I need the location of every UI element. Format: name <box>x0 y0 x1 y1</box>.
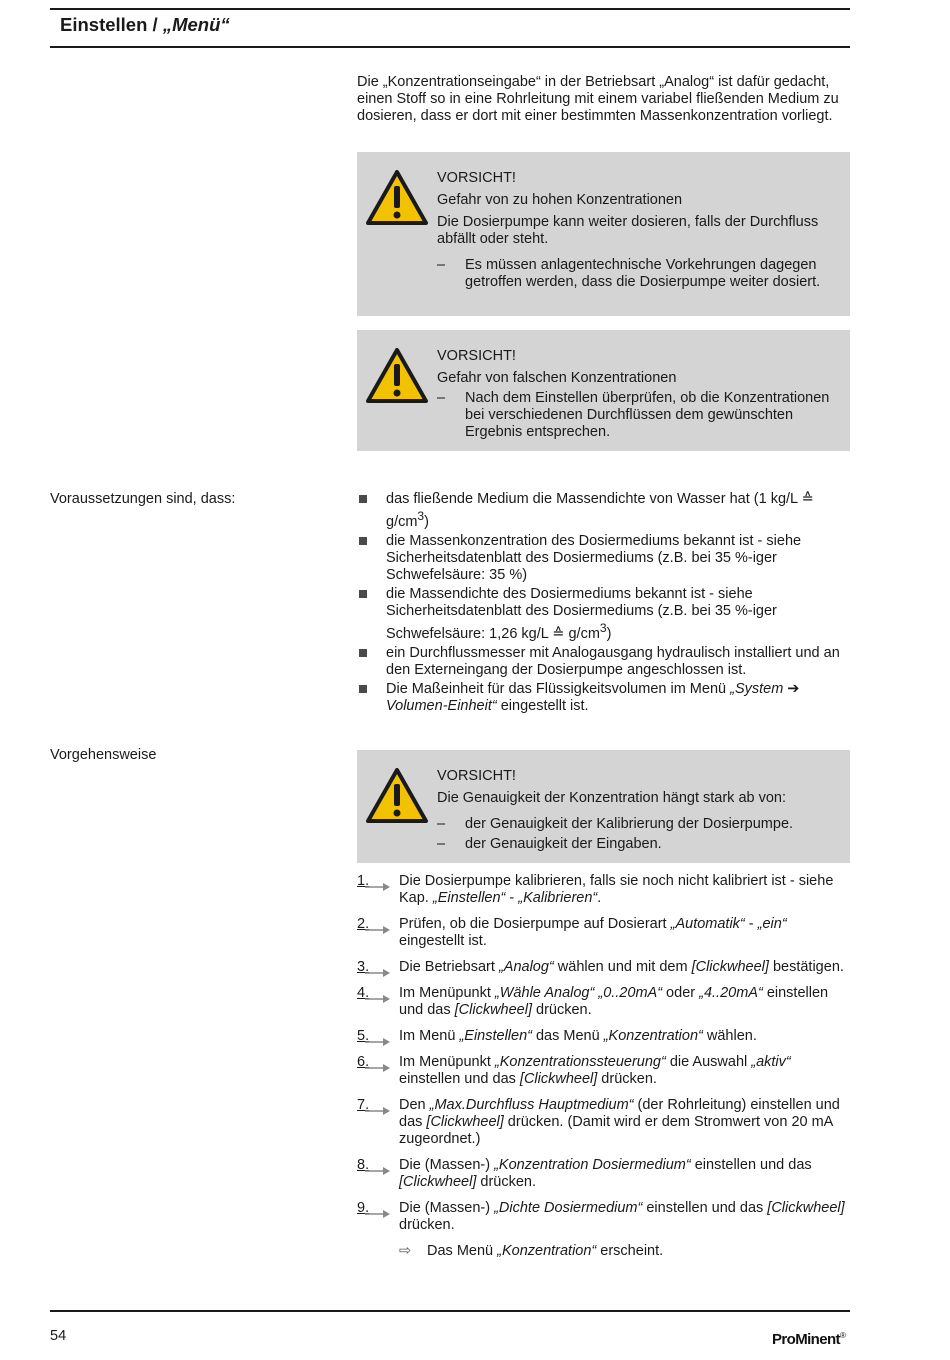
step-number: 8. <box>357 1157 399 1191</box>
step-arrow-icon <box>365 1209 391 1219</box>
step-text: Im Menü „Einstellen“ das Menü „Konzentration“ wählen. <box>399 1028 757 1044</box>
procedure-step <box>357 916 852 950</box>
list-item: das fließende Medium die Massendichte von Wasser hat (1 kg/L ≙ $g/cm^3$) <box>357 491 852 531</box>
warning-signal-word: VORSICHT! <box>437 348 516 364</box>
step-number: 5. <box>357 1028 399 1045</box>
procedure-step <box>357 1054 852 1088</box>
step-number: 9. <box>357 1200 399 1234</box>
procedure-step <box>357 959 852 976</box>
list-item: die Massendichte des Dosiermediums bekannt ist - siehe Sicherheitsdatenblatt des Dosiermediums (z.B. bei 35 %-iger Schwefelsäure: 1,26 kg/L ≙ $g/cm^3$) <box>357 586 852 643</box>
list-item: ein Durchflussmesser mit Analogausgang hydraulisch installiert und an den Externeingang der Dosierpumpe angeschlossen ist. <box>357 645 852 679</box>
procedure-step <box>357 1097 852 1148</box>
result-arrow-icon: ⇨ <box>399 1243 412 1259</box>
warning-action: – der Genauigkeit der Kalibrierung der Dosierpumpe. <box>437 816 794 832</box>
warning-box-wrong-concentration <box>357 330 850 451</box>
step-arrow-icon <box>365 925 391 935</box>
procedure-step <box>357 1028 852 1045</box>
warning-box-accuracy <box>357 750 850 863</box>
header-bottom-rule <box>50 46 850 48</box>
step-text: Die (Massen-) „Dichte Dosiermedium“ einstellen und das [Clickwheel] drücken. <box>399 1200 845 1233</box>
header-top-rule <box>50 8 850 10</box>
step-number: 1. <box>357 873 399 907</box>
step-arrow-icon <box>365 882 391 892</box>
footer-rule <box>50 1310 850 1312</box>
step-text: Die (Massen-) „Konzentration Dosiermedium“ einstellen und das [Clickwheel] drücken. <box>399 1157 812 1190</box>
step-text: Prüfen, ob die Dosierpumpe auf Dosierart „Automatik“ - „ein“ eingestellt ist. <box>399 916 787 949</box>
intro-paragraph: Die „Konzentrationseingabe“ in der Betriebsart „Analog“ ist dafür gedacht, einen Stoff so in eine Rohrleitung mit einem variabel fließenden Medium zu dosieren, dass er dort mit einer bestimmten Massenkonzentration vorliegt. <box>357 74 839 124</box>
page-title: Einstellen / „Menü“ <box>60 14 230 35</box>
procedure-step <box>357 985 852 1019</box>
procedure-label: Vorgehensweise <box>50 747 157 763</box>
prominent-logo: ProMinent® <box>772 1331 846 1348</box>
page-number: 54 <box>50 1328 67 1344</box>
list-item: Die Maßeinheit für das Flüssigkeitsvolumen im Menü „System ➔ Volumen-Einheit“ eingestellt ist. <box>357 681 852 715</box>
step-arrow-icon <box>365 1106 391 1116</box>
warning-title: Gefahr von zu hohen Konzentrationen <box>437 192 683 208</box>
step-text: Die Dosierpumpe kalibrieren, falls sie noch nicht kalibriert ist - siehe Kap. „Einstellen“ - „Kalibrieren“. <box>399 873 834 906</box>
step-result: ⇨ Das Menü „Konzentration“ erscheint. <box>399 1243 664 1259</box>
warning-box-high-concentration <box>357 152 850 316</box>
step-text: Im Menüpunkt „Wähle Analog“ „0..20mA“ oder „4..20mA“ einstellen und das [Clickwheel] drücken. <box>399 985 829 1018</box>
warning-signal-word: VORSICHT! <box>437 768 516 784</box>
warning-action: – Es müssen anlagentechnische Vorkehrungen dagegen getroffen werden, dass die Dosierpumpe weiter dosiert. <box>437 257 821 290</box>
warning-action: – der Genauigkeit der Eingaben. <box>437 836 662 852</box>
procedure-step <box>357 1200 852 1234</box>
warning-triangle-icon <box>365 347 429 404</box>
warning-title: Gefahr von falschen Konzentrationen <box>437 370 677 386</box>
step-arrow-icon <box>365 968 391 978</box>
step-arrow-icon <box>365 994 391 1004</box>
step-arrow-icon <box>365 1166 391 1176</box>
step-arrow-icon <box>365 1037 391 1047</box>
procedure-steps <box>357 873 852 1260</box>
step-text: Die Betriebsart „Analog“ wählen und mit dem [Clickwheel] bestätigen. <box>399 959 844 975</box>
warning-triangle-icon <box>365 767 429 824</box>
prerequisites-label: Voraussetzungen sind, dass: <box>50 491 236 507</box>
prerequisites-list <box>357 491 852 717</box>
step-number: 3. <box>357 959 399 976</box>
step-text: Den „Max.Durchfluss Hauptmedium“ (der Rohrleitung) einstellen und das [Clickwheel] drücken. (Damit wird er dem Stromwert von 20 mA zugeordnet.) <box>399 1097 840 1147</box>
step-text: Im Menüpunkt „Konzentrationssteuerung“ die Auswahl „aktiv“ einstellen und das [Clickwheel] drücken. <box>399 1054 791 1087</box>
procedure-step <box>357 1157 852 1191</box>
step-number: 4. <box>357 985 399 1019</box>
page-header <box>50 14 850 44</box>
list-item: die Massenkonzentration des Dosiermediums bekannt ist - siehe Sicherheitsdatenblatt des Dosiermediums (z.B. bei 35 %-iger Schwefelsäure: 35 %) <box>357 533 852 584</box>
warning-signal-word: VORSICHT! <box>437 170 516 186</box>
procedure-step <box>357 873 852 907</box>
warning-text: Die Genauigkeit der Konzentration hängt stark ab von: <box>437 790 787 806</box>
step-arrow-icon <box>365 1063 391 1073</box>
warning-triangle-icon <box>365 169 429 226</box>
warning-action: – Nach dem Einstellen überprüfen, ob die Konzentrationen bei verschiedenen Durchflüssen dem gewünschten Ergebnis entsprechen. <box>437 390 830 440</box>
step-number: 7. <box>357 1097 399 1148</box>
step-number: 2. <box>357 916 399 950</box>
warning-text: Die Dosierpumpe kann weiter dosieren, falls der Durchfluss abfällt oder steht. <box>437 214 819 247</box>
step-number: 6. <box>357 1054 399 1088</box>
